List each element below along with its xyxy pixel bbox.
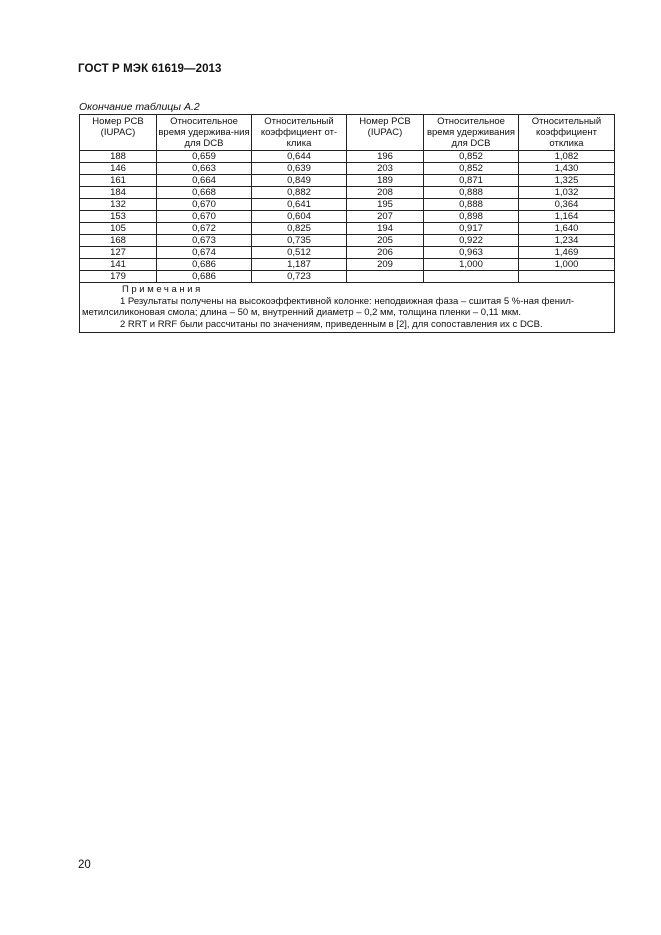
table-cell: 0,888 bbox=[424, 187, 519, 199]
note-1-line-2: метилсиликоновая смола; длина – 50 м, внутренний диаметр – 0,2 мм, толщина пленки – 0,11 мкм. bbox=[82, 307, 522, 318]
table-cell: 0,664 bbox=[157, 175, 252, 187]
table-cell: 153 bbox=[80, 211, 157, 223]
table-cell: 1,164 bbox=[519, 211, 615, 223]
table-cell: 0,670 bbox=[157, 211, 252, 223]
table-cell: 0,674 bbox=[157, 247, 252, 259]
table-cell: 1,469 bbox=[519, 247, 615, 259]
table-cell: 0,644 bbox=[252, 151, 347, 163]
standard-code: ГОСТ Р МЭК 61619—2013 bbox=[78, 63, 222, 75]
table-cell: 0,668 bbox=[157, 187, 252, 199]
table-cell: 0,922 bbox=[424, 235, 519, 247]
table-cell: 205 bbox=[347, 235, 424, 247]
table-cell: 0,641 bbox=[252, 199, 347, 211]
table-row bbox=[80, 199, 615, 211]
table-cell: 1,082 bbox=[519, 151, 615, 163]
table-cell: 127 bbox=[80, 247, 157, 259]
table-cell: 189 bbox=[347, 175, 424, 187]
table-cell bbox=[424, 271, 519, 283]
table-cell: 195 bbox=[347, 199, 424, 211]
col-header-relative-response-factor-2: Относительный коэффициент отклика bbox=[519, 115, 615, 151]
table-cell: 0,364 bbox=[519, 199, 615, 211]
table-cell: 184 bbox=[80, 187, 157, 199]
table-row bbox=[80, 259, 615, 271]
note-1-line-1: 1 Результаты получены на высокоэффективной колонке: неподвижная фаза – сшитая 5 %-ная фенил- bbox=[120, 295, 575, 307]
table-cell: 206 bbox=[347, 247, 424, 259]
table-row bbox=[80, 247, 615, 259]
table-cell: 0,888 bbox=[424, 199, 519, 211]
table-cell: 0,686 bbox=[157, 259, 252, 271]
table-row bbox=[80, 151, 615, 163]
table-cell: 168 bbox=[80, 235, 157, 247]
table-cell: 0,686 bbox=[157, 271, 252, 283]
table-cell: 0,849 bbox=[252, 175, 347, 187]
table-cell: 207 bbox=[347, 211, 424, 223]
table-cell: 0,663 bbox=[157, 163, 252, 175]
table-cell: 209 bbox=[347, 259, 424, 271]
table-row bbox=[80, 235, 615, 247]
table-cell: 1,000 bbox=[424, 259, 519, 271]
table-row bbox=[80, 271, 615, 283]
table-cell: 0,882 bbox=[252, 187, 347, 199]
note-2: 2 RRT и RRF были рассчитаны по значениям, приведенным в [2], для сопоставления их с DCB. bbox=[120, 318, 543, 330]
table-cell: 0,659 bbox=[157, 151, 252, 163]
table-cell: 132 bbox=[80, 199, 157, 211]
table-cell: 1,640 bbox=[519, 223, 615, 235]
table-row bbox=[80, 223, 615, 235]
table-cell: 1,000 bbox=[519, 259, 615, 271]
table-cell: 0,917 bbox=[424, 223, 519, 235]
table-cell: 0,871 bbox=[424, 175, 519, 187]
table-cell: 179 bbox=[80, 271, 157, 283]
table-cell: 203 bbox=[347, 163, 424, 175]
header-row bbox=[80, 115, 615, 151]
table-cell: 0,672 bbox=[157, 223, 252, 235]
table-cell: 0,639 bbox=[252, 163, 347, 175]
table-cell: 141 bbox=[80, 259, 157, 271]
col-header-relative-response-factor: Относительный коэффициент от-клика bbox=[252, 115, 347, 151]
table-cell: 0,898 bbox=[424, 211, 519, 223]
table-cell: 0,852 bbox=[424, 151, 519, 163]
table-row bbox=[80, 187, 615, 199]
col-header-pcb-number: Номер PCB (IUPAC) bbox=[80, 115, 157, 151]
table-cell: 1,032 bbox=[519, 187, 615, 199]
table-cell: 188 bbox=[80, 151, 157, 163]
table-cell bbox=[519, 271, 615, 283]
table-cell: 194 bbox=[347, 223, 424, 235]
table-cell: 0,723 bbox=[252, 271, 347, 283]
table-cell: 1,430 bbox=[519, 163, 615, 175]
pcb-data-table bbox=[79, 114, 615, 333]
table-caption: Окончание таблицы А.2 bbox=[79, 101, 200, 113]
table-header bbox=[80, 115, 615, 151]
page-number: 20 bbox=[78, 859, 91, 871]
table-cell: 1,187 bbox=[252, 259, 347, 271]
table-cell: 105 bbox=[80, 223, 157, 235]
table-cell: 196 bbox=[347, 151, 424, 163]
table-cell: 0,735 bbox=[252, 235, 347, 247]
col-header-pcb-number-2: Номер PCB (IUPAC) bbox=[347, 115, 424, 151]
table-cell bbox=[347, 271, 424, 283]
table-cell: 0,512 bbox=[252, 247, 347, 259]
table-cell: 0,963 bbox=[424, 247, 519, 259]
table-body bbox=[80, 151, 615, 333]
table-cell: 0,852 bbox=[424, 163, 519, 175]
table-cell: 1,325 bbox=[519, 175, 615, 187]
table-cell: 0,670 bbox=[157, 199, 252, 211]
table-cell: 208 bbox=[347, 187, 424, 199]
table-cell: 161 bbox=[80, 175, 157, 187]
table-cell: 0,825 bbox=[252, 223, 347, 235]
notes-row bbox=[80, 283, 615, 333]
table-row bbox=[80, 163, 615, 175]
table-cell: 0,673 bbox=[157, 235, 252, 247]
col-header-relative-retention-time-2: Относительное время удерживания для DCB bbox=[424, 115, 519, 151]
table-cell: 146 bbox=[80, 163, 157, 175]
table-row bbox=[80, 175, 615, 187]
notes-title: Примечания bbox=[122, 284, 203, 295]
table-cell: 1,234 bbox=[519, 235, 615, 247]
col-header-relative-retention-time: Относительное время удержива-ния для DCB bbox=[158, 116, 250, 149]
table-cell: 0,604 bbox=[252, 211, 347, 223]
table-row bbox=[80, 211, 615, 223]
notes-cell bbox=[80, 283, 615, 333]
